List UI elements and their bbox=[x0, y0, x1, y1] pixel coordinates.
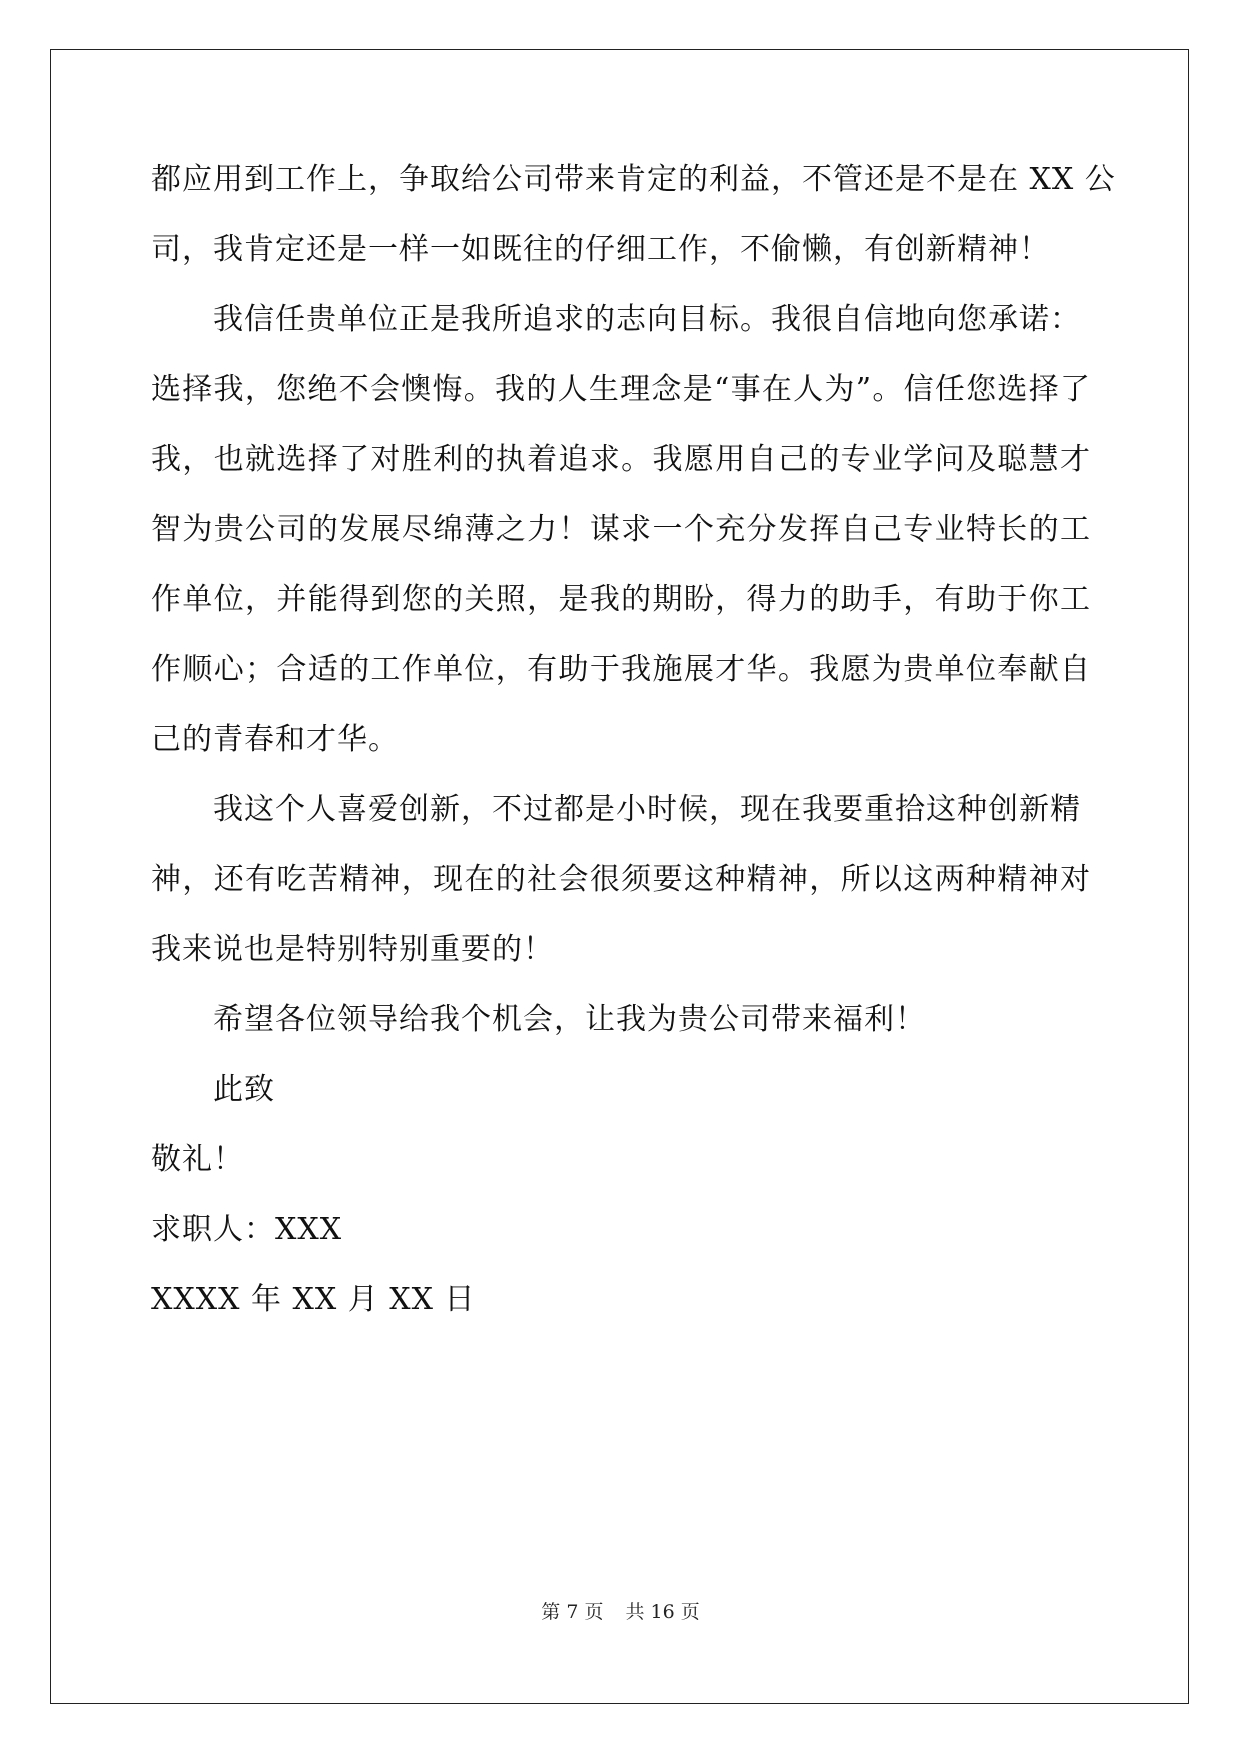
letter-line: 智为贵公司的发展尽绵薄之力！谋求一个充分发挥自己专业特长的工 bbox=[151, 512, 1091, 547]
letter-line: 选择我，您绝不会懊悔。我的人生理念是“事在人为”。信任您选择了 bbox=[151, 372, 1091, 407]
total-page-count: 共 16 页 bbox=[625, 1601, 700, 1623]
current-page-number: 第 7 页 bbox=[541, 1601, 604, 1623]
applicant-signature: 求职人：XXX bbox=[151, 1212, 343, 1247]
letter-line: 我，也就选择了对胜利的执着追求。我愿用自己的专业学问及聪慧才 bbox=[151, 442, 1091, 477]
letter-date: XXXX 年 XX 月 XX 日 bbox=[151, 1282, 476, 1317]
page-footer bbox=[0, 1600, 1241, 1624]
closing-salutation: 此致 bbox=[213, 1072, 275, 1107]
letter-line: 作顺心；合适的工作单位，有助于我施展才华。我愿为贵单位奉献自 bbox=[151, 652, 1091, 687]
closing-regards: 敬礼！ bbox=[151, 1142, 244, 1177]
letter-line: 我来说也是特别特别重要的！ bbox=[151, 932, 554, 967]
letter-line: 作单位，并能得到您的关照，是我的期盼，得力的助手，有助于你工 bbox=[151, 582, 1091, 617]
letter-line: 我这个人喜爱创新，不过都是小时候，现在我要重拾这种创新精 bbox=[213, 792, 1081, 827]
letter-line: 己的青春和才华。 bbox=[151, 722, 399, 757]
letter-line: 都应用到工作上，争取给公司带来肯定的利益，不管还是不是在 XX 公 bbox=[151, 162, 1116, 197]
letter-line: 我信任贵单位正是我所追求的志向目标。我很自信地向您承诺： bbox=[213, 302, 1081, 337]
letter-line: 希望各位领导给我个机会，让我为贵公司带来福利！ bbox=[213, 1002, 926, 1037]
letter-line: 神，还有吃苦精神，现在的社会很须要这种精神，所以这两种精神对 bbox=[151, 862, 1091, 897]
letter-line: 司，我肯定还是一样一如既往的仔细工作，不偷懒，有创新精神！ bbox=[151, 232, 1050, 267]
